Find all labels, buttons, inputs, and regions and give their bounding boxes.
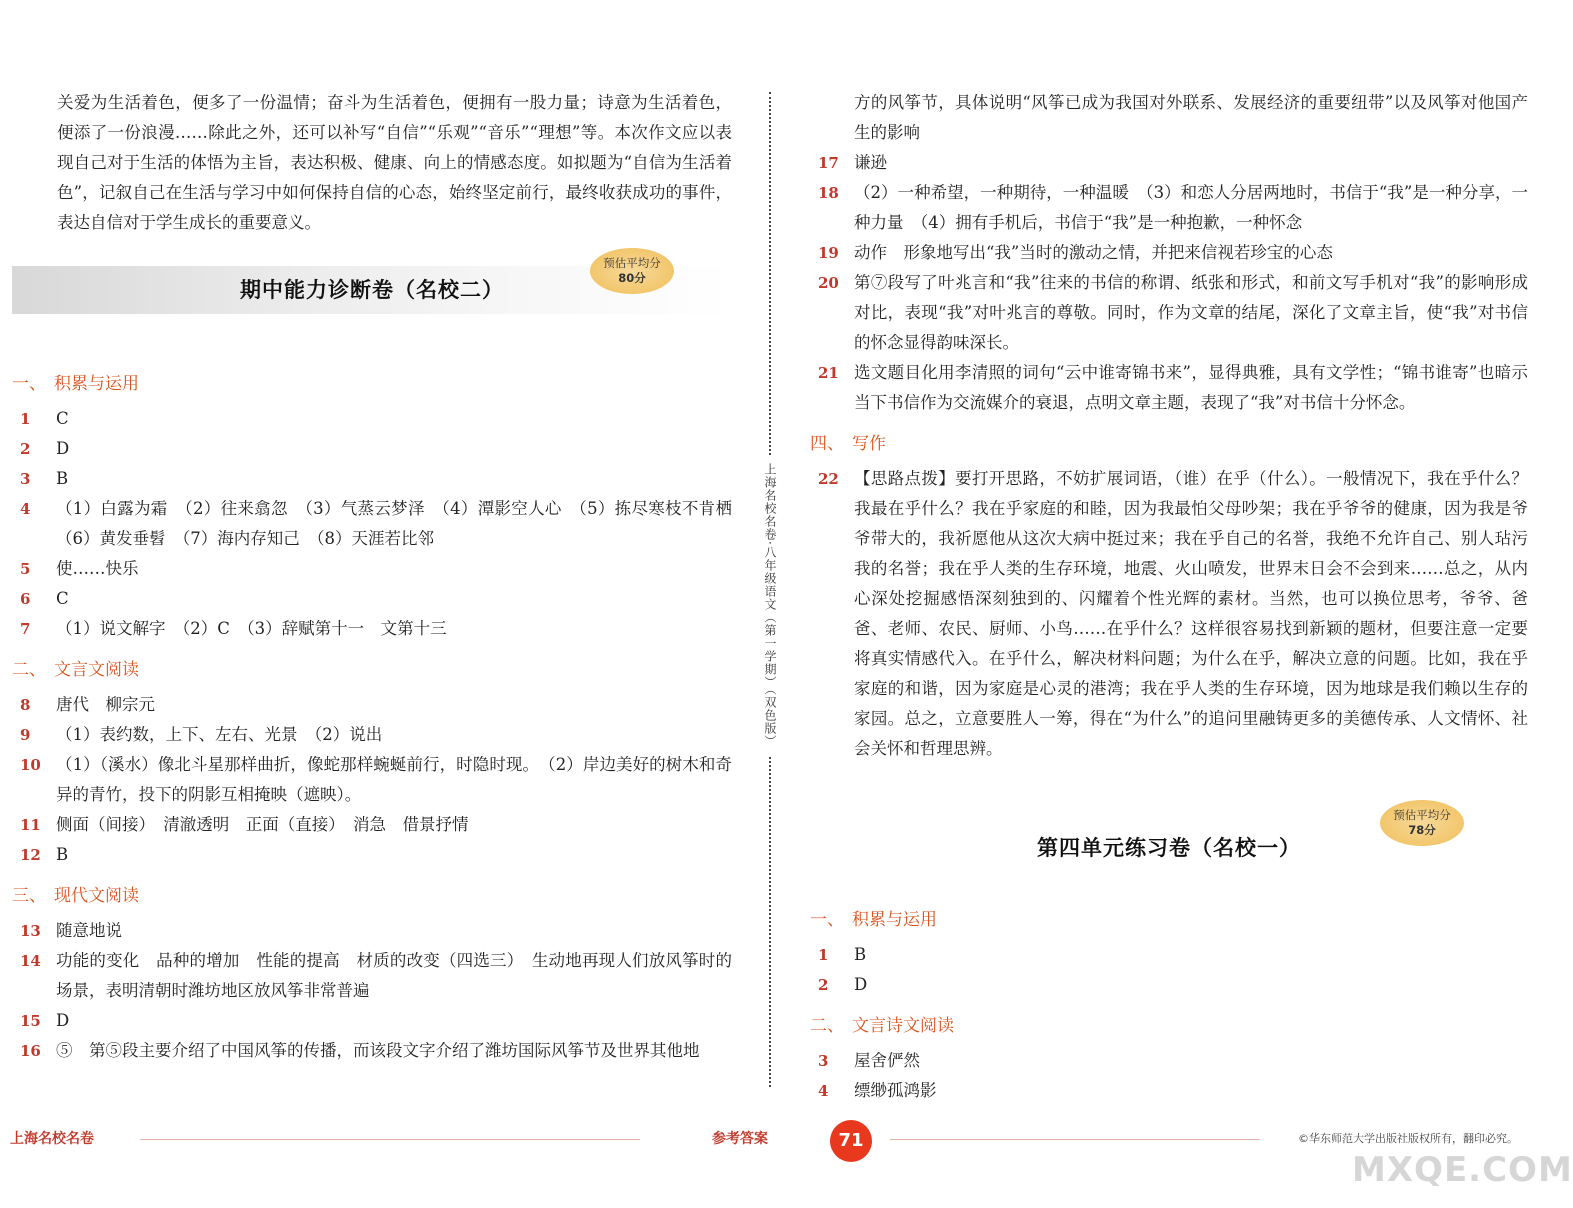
answer-number: 6 [20,590,31,608]
page-footer [0,1120,1536,1160]
section-number: 四、 [810,434,844,454]
answer-number: 4 [818,1082,829,1100]
answer-item [810,178,1528,238]
answer-number: 3 [818,1052,829,1070]
exam-title: 期中能力诊断卷（名校二） [240,278,504,302]
badge-value: 78分 [1408,823,1436,837]
answer-text: B [56,469,69,488]
intro-paragraph: 关爱为生活着色，便多了一份温情；奋斗为生活着色，便拥有一股力量；诗意为生活着色，便添了一份浪漫……除此之外，还可以补写“自信”“乐观”“音乐”“理想”等。本次作文应以表现自己对于生活的体悟为主旨，表达积极、健康、向上的情感态度。如拟题为“自信为生活着色”，记叙自己在生活与学习中如何保持自信的心态，始终坚定前行，最终收获成功的事件，表达自信对于学生成长的重要意义。 [57,93,732,232]
exam-title-banner-right [810,764,1528,894]
answer-number: 9 [20,726,31,744]
answer-text: （2）一种希望，一种期待，一种温暖 （3）和恋人分居两地时，书信于“我”是一种分享，一种力量 （4）拥有手机后，书信于“我”是一种抱歉，一种怀念 [854,183,1528,232]
answer-text: 第⑦段写了叶兆言和“我”往来的书信的称谓、纸张和形式，和前文写手机对“我”的影响形成对比，表现“我”对叶兆言的尊敬。同时，作为文章的结尾，深化了文章主旨，使“我”对书信的怀念显得韵味深长。 [854,273,1528,352]
answer-item [810,238,1528,268]
footer-rule [890,1139,1260,1140]
answer-number: 13 [20,922,41,940]
answer-item [12,810,732,840]
section-title: 现代文阅读 [54,886,139,906]
section-number: 二、 [810,1016,844,1036]
answer-number: 14 [20,952,41,970]
answer-item [12,840,732,870]
section-heading [810,1006,1528,1046]
answer-item [12,554,732,584]
right-column [810,88,1528,1106]
badge-label: 预估平均分 [1393,808,1451,822]
answer-number: 21 [818,364,839,382]
answer-item [810,358,1528,418]
section-title: 写作 [852,434,886,454]
answer-text: 动作 形象地写出“我”当时的激动之情，并把来信视若珍宝的心态 [854,243,1333,262]
answer-item [12,750,732,810]
section-number: 二、 [12,660,46,680]
section-heading [12,650,732,690]
answer-number: 3 [20,470,31,488]
section-title: 积累与运用 [852,910,937,930]
section-number: 一、 [810,910,844,930]
right-answers-continued [810,88,1528,418]
answer-text: B [854,945,867,964]
watermark: MXQE.COM [1352,1150,1573,1190]
answer-item-22 [810,464,1528,764]
answer-text: 侧面（间接） 清澈透明 正面（直接） 消急 借景抒情 [56,815,469,834]
badge-value: 80分 [618,271,646,285]
footer-series-title: 上海名校名卷 [10,1131,94,1147]
answer-text: （1）表约数，上下、左右、光景 （2）说出 [56,725,383,744]
answer-text: 谦逊 [854,153,887,172]
footer-section-label: 参考答案 [712,1131,768,1147]
section-heading [810,900,1528,940]
section-heading [12,364,732,404]
answer-item [12,1036,732,1066]
answer-item [12,690,732,720]
answer-item [810,940,1528,970]
section-title: 积累与运用 [54,374,139,394]
answer-text: （1）白露为霜 （2）往来翕忽 （3）气蒸云梦泽 （4）潭影空人心 （5）拣尽寒枝不肯栖 （6）黄发垂髫 （7）海内存知己 （8）天涯若比邻 [56,499,749,548]
footer-rule [140,1139,640,1140]
answer-number: 1 [20,410,31,428]
answer-text: C [56,589,69,608]
answer-item [12,584,732,614]
answer-number: 11 [20,816,41,834]
answer-number: 1 [818,946,829,964]
answer-item [810,1076,1528,1106]
answer-number: 2 [20,440,31,458]
exam-title-banner-left [12,238,732,358]
spine-text: 上海名校名卷·八年级语文（第一学期）（双色版） [757,455,783,755]
answer-number: 5 [20,560,31,578]
answer-item [12,946,732,1006]
answer-item [810,88,1528,148]
answer-number: 16 [20,1042,41,1060]
answer-item [12,614,732,644]
answer-number: 20 [818,274,839,292]
answer-item [810,268,1528,358]
answer-text: B [56,845,69,864]
answer-item [810,148,1528,178]
answer-text: 缥缈孤鸿影 [854,1081,937,1100]
page-number: 71 [830,1120,872,1162]
answer-text: 使……快乐 [56,559,139,578]
answer-number: 17 [818,154,839,172]
answer-item [12,464,732,494]
answer-text: 方的风筝节，具体说明“风筝已成为我国对外联系、发展经济的重要纽带”以及风筝对他国产生的影响 [854,93,1528,142]
answer-item [12,494,749,554]
answer-text: C [56,409,69,428]
section-number: 一、 [12,374,46,394]
answer-number: 4 [20,500,31,518]
answer-text: 功能的变化 品种的增加 性能的提高 材质的改变（四选三） 生动地再现人们放风筝时的场景，表明清朝时潍坊地区放风筝非常普遍 [56,951,732,1000]
score-badge [590,248,674,294]
answer-item [12,1006,732,1036]
section-title: 文言诗文阅读 [852,1016,954,1036]
section-heading [12,876,732,916]
answer-text: ⑤ 第⑤段主要介绍了中国风筝的传播，而该段文字介绍了潍坊国际风筝节及世界其他地 [56,1041,700,1060]
answer-item [810,1046,1528,1076]
section-title: 文言文阅读 [54,660,139,680]
answer-item [12,434,732,464]
answer-text: 唐代 柳宗元 [56,695,155,714]
footer-copyright: ©华东师范大学出版社版权所有，翻印必究。 [1298,1132,1518,1145]
answer-item [12,404,732,434]
answer-item [12,916,732,946]
answer-number: 19 [818,244,839,262]
score-badge [1380,800,1464,846]
answer-text: D [56,1011,70,1030]
answer-number: 7 [20,620,31,638]
answer-text: 选文题目化用李清照的词句“云中谁寄锦书来”，显得典雅，具有文学性；“锦书谁寄”也暗示当下书信作为交流媒介的衰退，点明文章主题，表现了“我”对书信十分怀念。 [854,363,1528,412]
answer-number: 8 [20,696,31,714]
answer-text: 【思路点拨】要打开思路，不妨扩展词语，（谁）在乎（什么）。一般情况下，我在乎什么？我最在乎什么？我在乎家庭的和睦，因为我最怕父母吵架；我在乎爷爷的健康，因为我是爷爷带大的，我祈愿他从这次大病中挺过来；我在乎自己的名誉，我绝不允许自己、别人玷污我的名誉；我在乎人类的生存环境，地震、火山喷发，世界末日会不会到来……总之，从内心深处挖掘感悟深刻独到的、闪耀着个性光辉的素材。当然，也可以换位思考，爷爷、爸爸、老师、农民、厨师、小鸟……在乎什么？这样很容易找到新颖的题材，但要注意一定要将真实情感代入。在乎什么，解决材料问题；为什么在乎，解决立意的问题。比如，我在乎家庭的和谐，因为家庭是心灵的港湾；我在乎人类的生存环境，因为地球是我们赖以生存的家园。总之，立意要胜人一筹，得在“为什么”的追问里融铸更多的美德传承、人文情怀、社会关怀和哲理思辨。 [854,469,1528,758]
left-sections [12,364,749,1066]
answer-item [810,970,1528,1000]
section-number: 三、 [12,886,46,906]
answer-number: 10 [20,756,41,774]
exam-title: 第四单元练习卷（名校一） [1037,836,1301,860]
badge-label: 预估平均分 [603,256,661,270]
answer-text: D [56,439,70,458]
left-column [12,88,749,1066]
answer-text: 随意地说 [56,921,122,940]
answer-text: （1）说文解字 （2）C （3）辞赋第十一 文第十三 [56,619,447,638]
answer-number: 22 [818,470,839,488]
answer-number: 18 [818,184,839,202]
answer-number: 12 [20,846,41,864]
right-sections [810,900,1528,1106]
answer-text: D [854,975,868,994]
answer-number: 15 [20,1012,41,1030]
answer-text: 屋舍俨然 [854,1051,920,1070]
answer-number: 2 [818,976,829,994]
section-heading-writing [810,424,1528,464]
answer-item [12,720,732,750]
answer-text: （1）（溪水）像北斗星那样曲折，像蛇那样蜿蜒前行，时隐时现。 （2）岸边美好的树木和奇异的青竹，投下的阴影互相掩映（遮映）。 [56,755,732,804]
